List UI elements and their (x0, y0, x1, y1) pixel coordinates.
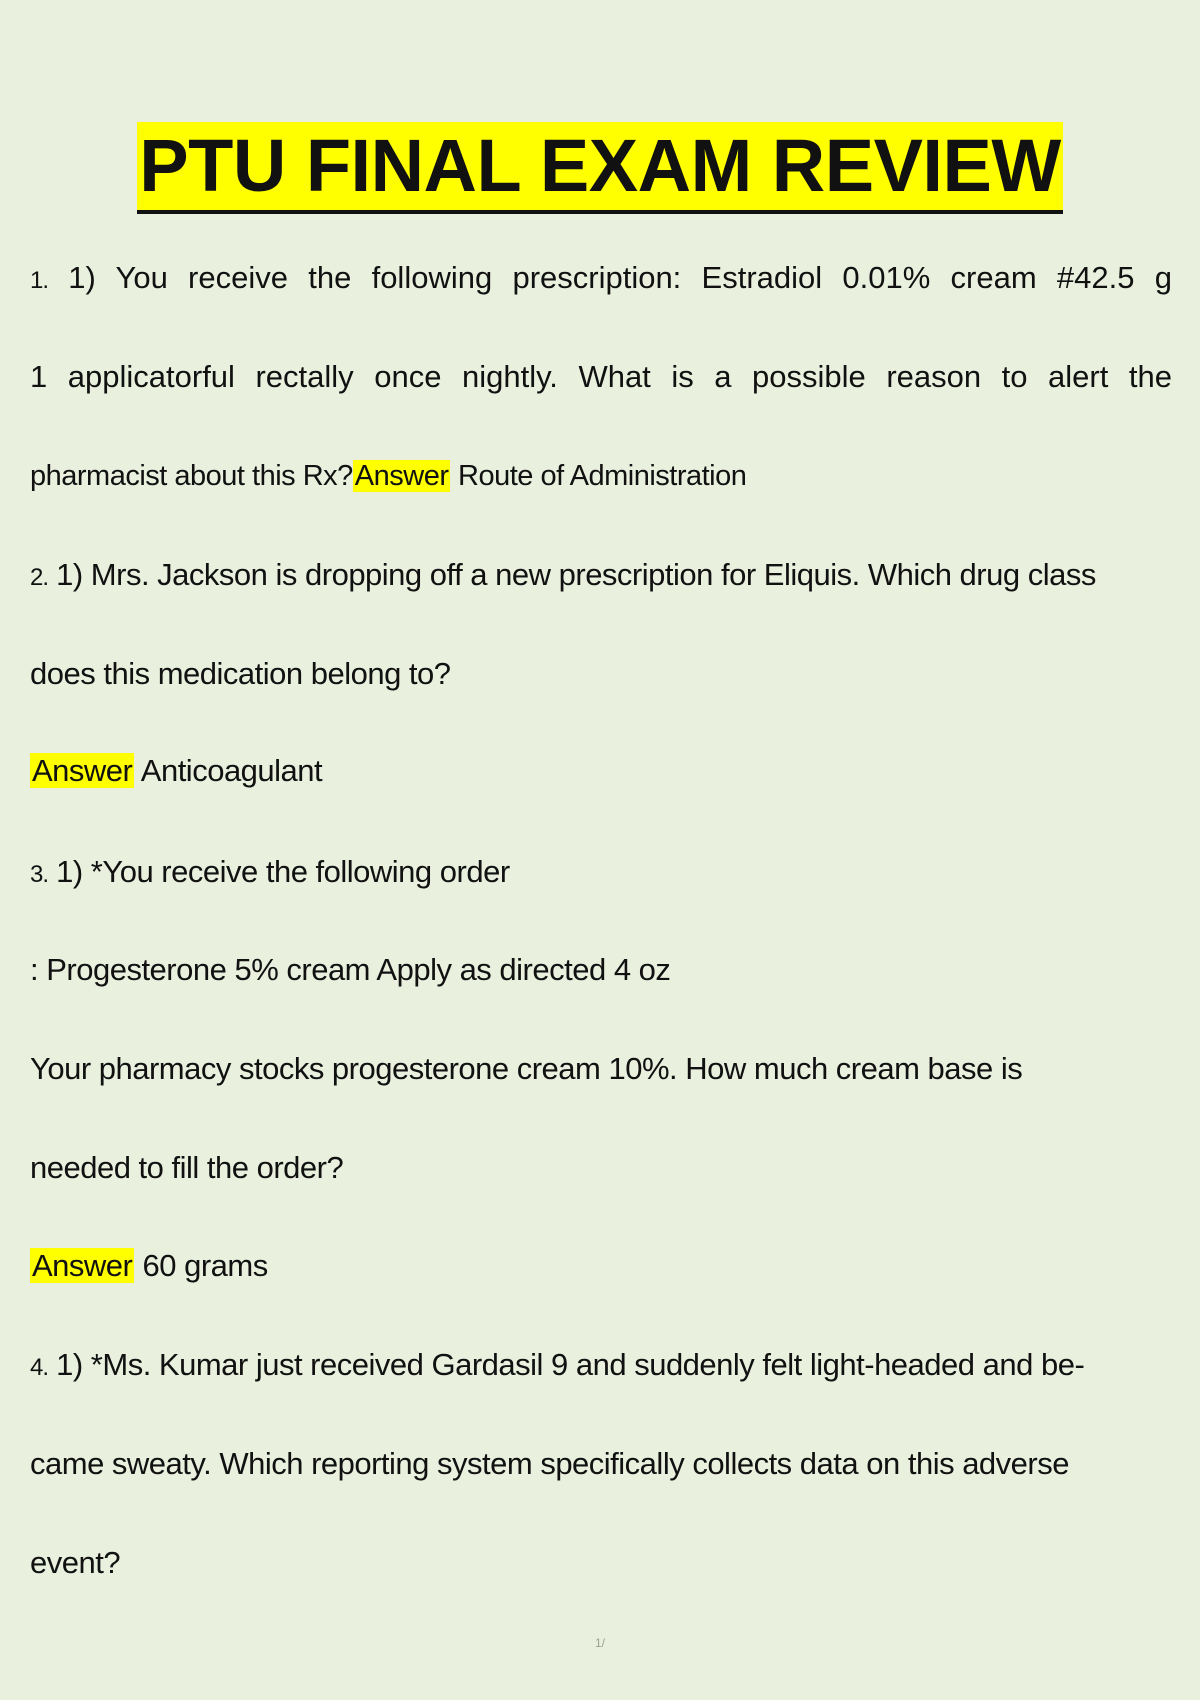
question-3-line-2 (30, 950, 1172, 990)
answer-label: Answer (32, 1248, 133, 1283)
question-1-line-1 (30, 258, 1172, 301)
question-4-line-3 (30, 1543, 1172, 1583)
question-text: needed to fill the order? (30, 1150, 344, 1185)
answer-label: Answer (354, 460, 449, 492)
question-number: 1. (30, 267, 49, 294)
answer-text: Route of Administration (458, 460, 747, 492)
question-2-answer (30, 751, 1172, 791)
question-3-line-4 (30, 1148, 1172, 1188)
question-2-line-2 (30, 654, 1172, 694)
answer-label: Answer (32, 753, 133, 788)
question-3-line-1 (30, 852, 1172, 895)
question-text: 1) *Ms. Kumar just received Gardasil 9 and suddenly felt light-headed and be- (56, 1347, 1085, 1382)
title-container (0, 122, 1200, 214)
question-number: 4. (30, 1354, 49, 1381)
page-number: 1/ (594, 1636, 605, 1650)
question-1-line-2 (30, 357, 1172, 397)
question-4-line-2 (30, 1444, 1172, 1484)
question-text: came sweaty. Which reporting system specifically collects data on this adverse (30, 1446, 1069, 1481)
question-text: event? (30, 1545, 121, 1580)
question-text: 1) *You receive the following order (56, 854, 510, 889)
question-3-line-3 (30, 1049, 1172, 1089)
question-text: 1 applicatorful rectally once nightly. What is a possible reason to alert the (30, 359, 1172, 394)
question-3-answer (30, 1246, 1172, 1286)
question-1-line-3 (30, 456, 1172, 496)
question-text: does this medication belong to? (30, 656, 451, 691)
question-text: : Progesterone 5% cream Apply as directed 4 oz (30, 952, 671, 987)
page-title: PTU FINAL EXAM REVIEW (137, 122, 1062, 214)
question-4-line-1 (30, 1345, 1172, 1388)
question-text: 1) You receive the following prescription: Estradiol 0.01% cream #42.5 g (68, 260, 1172, 295)
question-text: 1) Mrs. Jackson is dropping off a new prescription for Eliquis. Which drug class (56, 557, 1096, 592)
question-number: 3. (30, 861, 49, 888)
question-number: 2. (30, 564, 49, 591)
question-text: Your pharmacy stocks progesterone cream 10%. How much cream base is (30, 1051, 1023, 1086)
question-2-line-1 (30, 555, 1172, 598)
answer-text: 60 grams (142, 1248, 268, 1283)
answer-text: Anticoagulant (140, 753, 323, 788)
question-text: pharmacist about this Rx? (30, 460, 353, 492)
